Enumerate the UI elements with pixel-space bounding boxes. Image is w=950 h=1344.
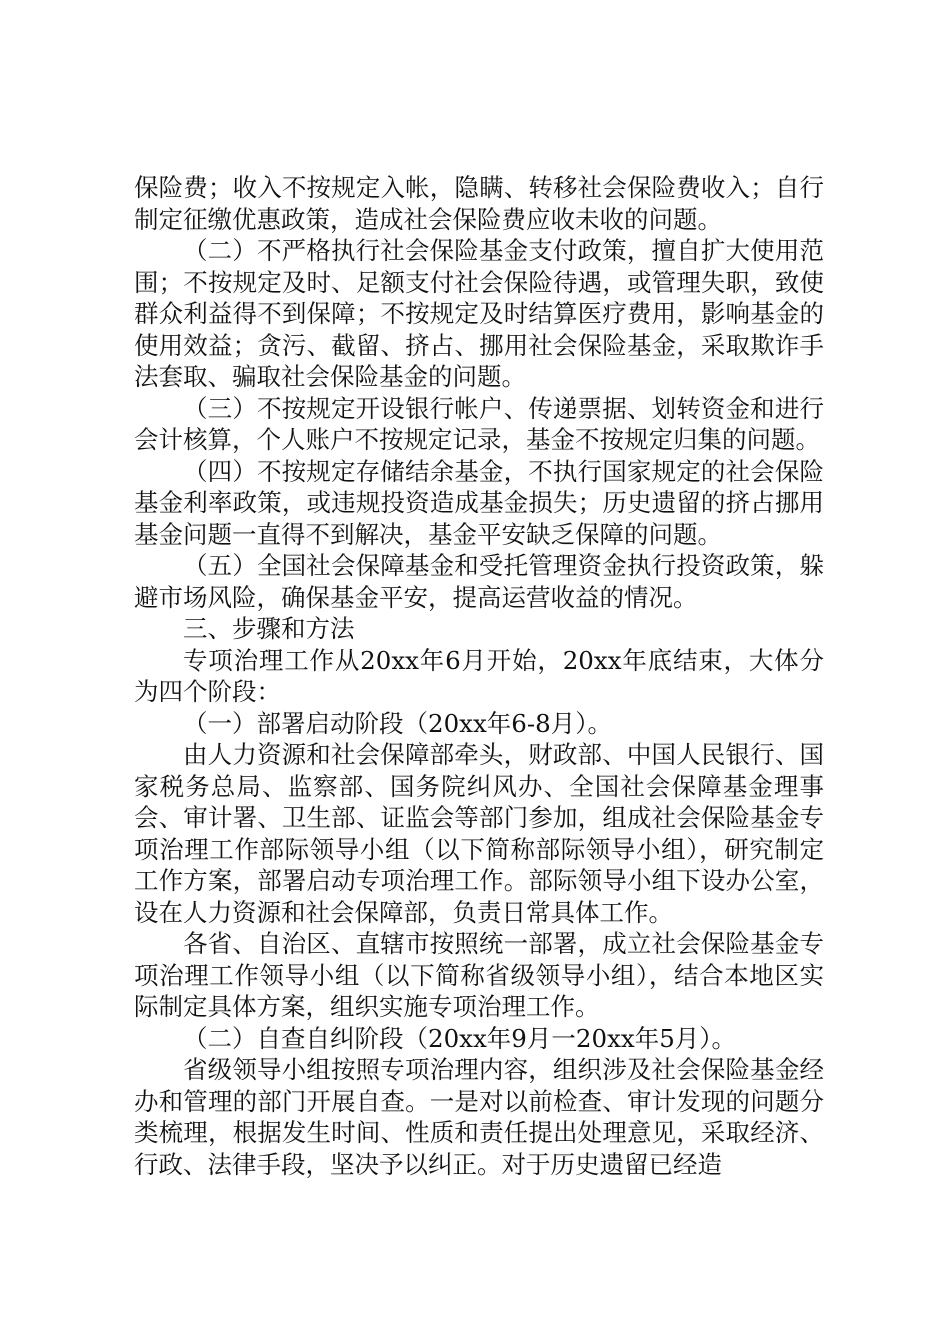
- document-body: [134, 172, 824, 1180]
- paragraph-stage-1-leadership: 由人力资源和社会保障部牵头，财政部、中国人民银行、国家税务总局、监察部、国务院纠风办、全国社会保障基金理事会、审计署、卫生部、证监会等部门参加，组成社会保险基金专项治理工作部际领导小组（以下简称部际领导小组），研究制定工作方案，部署启动专项治理工作。部际领导小组下设办公室，设在人力资源和社会保障部，负责日常具体工作。: [134, 740, 824, 927]
- paragraph-item-4: （四）不按规定存储结余基金，不执行国家规定的社会保险基金利率政策，或违规投资造成基金损失；历史遗留的挤占挪用基金问题一直得不到解决，基金平安缺乏保障的问题。: [134, 456, 824, 549]
- stage-heading-2: （二）自查自纠阶段（20xx年9月一20xx年5月）。: [183, 1023, 737, 1053]
- paragraph-item-3: （三）不按规定开设银行帐户、传递票据、划转资金和进行会计核算，个人账户不按规定记录，基金不按规定归集的问题。: [134, 393, 824, 454]
- paragraph-item-5: （五）全国社会保障基金和受托管理资金执行投资政策，躲避市场风险，确保基金平安，提高运营收益的情况。: [134, 551, 824, 612]
- paragraph-schedule: 专项治理工作从20xx年6月开始，20xx年底结束，大体分为四个阶段：: [134, 645, 824, 706]
- paragraph-continuation: 保险费；收入不按规定入帐，隐瞒、转移社会保险费收入；自行制定征缴优惠政策，造成社会保险费应收未收的问题。: [134, 173, 824, 234]
- stage-heading-1: （一）部署启动阶段（20xx年6-8月）。: [183, 708, 613, 738]
- paragraph-stage-1-provinces: 各省、自治区、直辖市按照统一部署，成立社会保险基金专项治理工作领导小组（以下简称省级领导小组），结合本地区实际制定具体方案，组织实施专项治理工作。: [134, 929, 824, 1021]
- paragraph-stage-2-selfcheck: 省级领导小组按照专项治理内容，组织涉及社会保险基金经办和管理的部门开展自查。一是对以前检查、审计发现的问题分类梳理，根据发生时间、性质和责任提出处理意见，采取经济、行政、法律手段，坚决予以纠正。对于历史遗留已经造: [134, 1055, 824, 1179]
- section-heading-steps: 三、步骤和方法: [183, 614, 355, 643]
- paragraph-item-2: （二）不严格执行社会保险基金支付政策，擅自扩大使用范围；不按规定及时、足额支付社会保险待遇，或管理失职，致使群众利益得不到保障；不按规定及时结算医疗费用，影响基金的使用效益；贪污、截留、挤占、挪用社会保险基金，采取欺诈手法套取、骗取社会保险基金的问题。: [134, 236, 824, 391]
